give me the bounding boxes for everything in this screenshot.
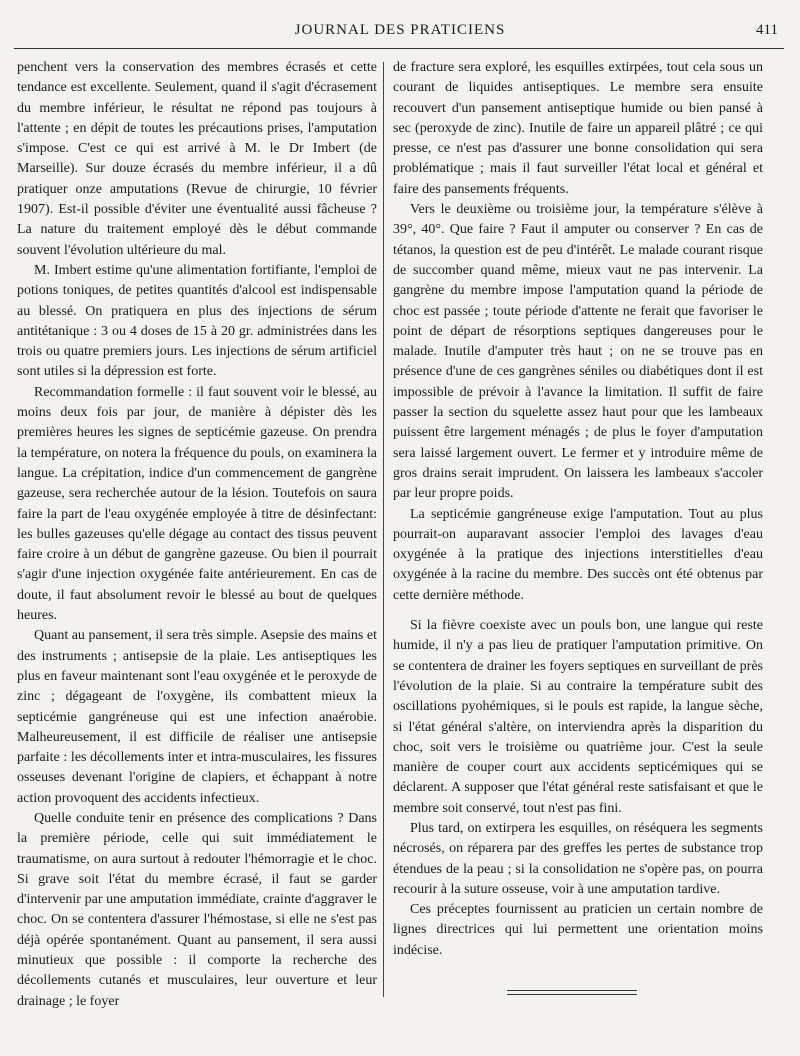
paragraph: de fracture sera exploré, les esquilles extirpées, tout cela sous un courant de liquides antiseptiques. Le membre sera ensuite recouvert d'un pansement antiseptique humide ou bien pansé à sec (peroxyde de zinc). Inutile de faire un appareil plâtré ; ce qui presse, ce n'est pas d'assurer une bonne consolidation qui sera problématique ; mais il faut surveiller l'état local et général et faire des pansements fréquents. <box>393 60 763 197</box>
journal-title: JOURNAL DES PRATICIENS <box>294 22 506 38</box>
page-number: 411 <box>756 22 778 38</box>
paragraph: Vers le deuxième ou troisième jour, la température s'élève à 39°, 40°. Que faire ? Faut il amputer ou conserver ? En cas de tétanos, la question est de peu d'intérêt. Le malade courant risque de succomber quand même, mieux vaut ne pas intervenir. La gangrène du membre impose l'amputation quand la période de choc est passée ; toute période d'attente ne ferait que favoriser le point de départ de résorptions septiques dangereuses pour le malade. Inutile d'amputer très haut ; on ne se trouve pas en présence d'une de ces gangrènes séniles ou diabétiques dont il est impossible de prévoir à l'avance la limitation. Il suffit de faire passer la section du squelette assez haut pour que les lambeaux puissent être largement ménagés ; de plus le foyer d'amputation sera laissé largement ouvert. Le fermer et y introduire même de gros drains serait imprudent. On laissera les lambeaux s'accoler par leur propre poids. <box>393 202 763 502</box>
paragraph: Plus tard, on extirpera les esquilles, on réséquera les segments nécrosés, on réparera par des greffes les pertes de substance trop étendues de la peau ; si la consolidation ne s'opère pas, on pourra recourir à la suture osseuse, voir à une amputation tardive. <box>393 820 763 897</box>
paragraph: Recommandation formelle : il faut souvent voir le blessé, au moins deux fois par jour, de manière à dépister dès les premières heures les signes de septicémie gazeuse. On prendra la température, on notera la fréquence du pouls, on examinera la langue. La crépitation, indice d'un commencement de gangrène gazeuse, sera recherchée autour de la lésion. Toutefois on saura faire la part de l'eau oxygénée employée à titre de désinfectant: les bulles gazeuses qu'elle dégage au contact des tissus peuvent faire croire à un début de gangrène gazeuse. Ou bien il pourrait s'agir d'une injection oxygénée faite antérieurement. En cas de doute, il faut absolument revoir le blessé au bout de quelques heures. <box>17 384 377 624</box>
paragraph: Quant au pansement, il sera très simple. Asepsie des mains et des instruments ; antisepsie de la plaie. Les antiseptiques les plus en faveur maintenant sont l'eau oxygénée et le peroxyde de zinc ; dégageant de l'oxygène, ils combattent mieux la septicémie gangréneuse qui est une infection anaérobie. Malheureusement, il est difficile de réaliser une antisepsie parfaite : les décollements inter et intra-musculaires, les fissures osseuses devenant l'origine de clapiers, et échappant à notre action provoquent des accidents infectieux. <box>17 628 377 806</box>
header-rule <box>14 48 784 49</box>
right-column <box>393 58 763 961</box>
end-rule-bottom <box>507 994 637 995</box>
paragraph: penchent vers la conservation des membres écrasés et cette tendance est excellente. Seulement, quand il s'agit d'écrasement du membre inférieur, le résultat ne répond pas toujours à l'attente ; en dépit de toutes les précautions prises, l'amputation s'impose. C'est ce qui est arrivé à M. le Dr Imbert (de Marseille). Sur douze écrasés du membre inférieur, il a dû pratiquer onze amputations (Revue de chirurgie, 10 février 1907). Est-il possible d'éviter une éventualité aussi fâcheuse ? La nature du traitement employé dès le début commande souvent l'évolution ultérieure du mal. <box>17 60 377 258</box>
page-header <box>0 18 800 48</box>
paragraph: Ces préceptes fournissent au praticien un certain nombre de lignes directrices qui lui permettent une orientation moins indécise. <box>393 902 763 958</box>
column-divider <box>383 62 384 997</box>
paragraph: La septicémie gangréneuse exige l'amputation. Tout au plus pourrait-on auparavant associer l'emploi des lavages d'eau oxygénée à la pratique des injections interstitielles d'eau oxygénée à la racine du membre. Des succès ont été obtenus par cette dernière méthode. <box>393 506 763 603</box>
end-rule-top <box>507 990 637 991</box>
paragraph: M. Imbert estime qu'une alimentation fortifiante, l'emploi de potions toniques, de petites quantités d'alcool est indispensable au blessé. On pratiquera en plus des injections de sérum antitétanique : 3 ou 4 doses de 15 à 20 gr. administrées dans les trois ou quatre premiers jours. Les injections de sérum artificiel sont utiles si la dépression est forte. <box>17 262 377 380</box>
paragraph: Si la fièvre coexiste avec un pouls bon, une langue qui reste humide, il n'y a pas lieu de pratiquer l'amputation primitive. On se contentera de drainer les foyers septiques en surveillant de près l'évolution de la plaie. Si au contraire la température subit des oscillations pyohémiques, si le pouls est rapide, la langue sèche, si l'état général s'altère, on interviendra après la disparition du choc, soit vers le troisième ou quatrième jour. C'est la seule manière de couper court aux accidents septicémiques qui se déclarent. A supposer que l'état général reste satisfaisant et que le membre soit conservé, tout n'est pas fini. <box>393 618 763 816</box>
left-column <box>17 58 377 1012</box>
paragraph: Quelle conduite tenir en présence des complications ? Dans la première période, celle qui suit immédiatement le traumatisme, on aura surtout à redouter l'hémorragie et le choc. Si grave soit l'état du membre écrasé, il faut se garder d'intervenir par une amputation immédiate, crainte d'aggraver le choc. On se contentera d'assurer l'hémostase, si elle ne s'est pas déjà opérée spontanément. Quant au pansement, il sera aussi minutieux que possible : il comporte la recherche des décollements cutanés et musculaires, leur ouverture et leur drainage ; le foyer <box>17 810 377 1009</box>
